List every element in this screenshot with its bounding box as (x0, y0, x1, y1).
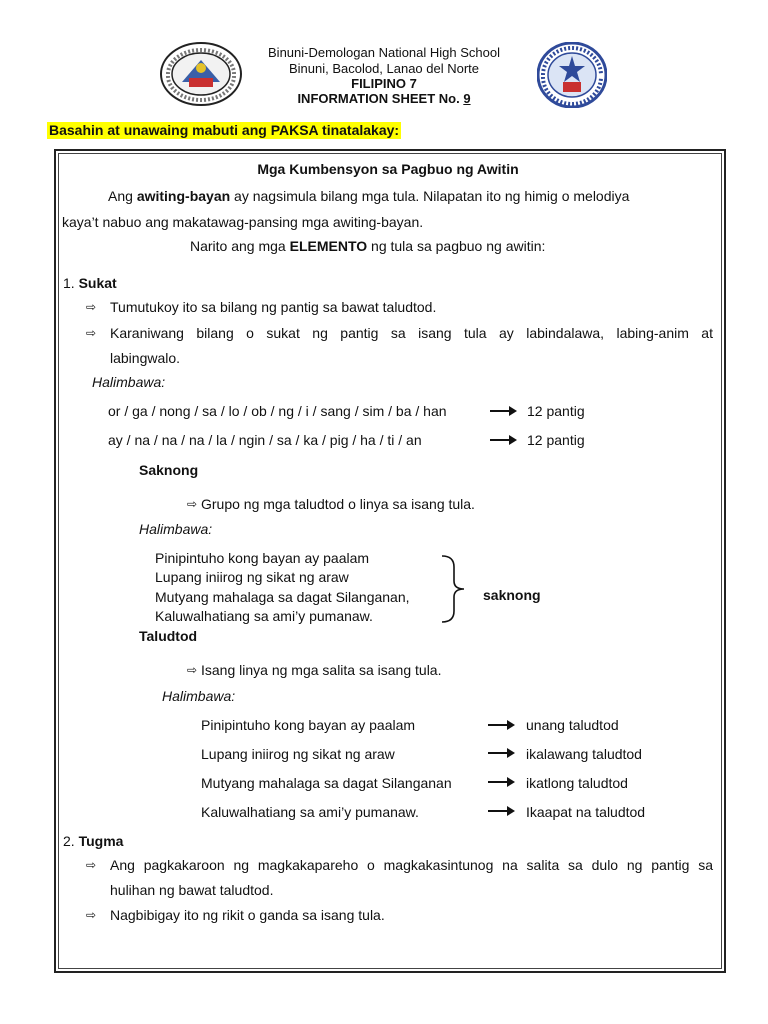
curly-brace-icon (440, 553, 470, 625)
right-arrow-icon (488, 810, 513, 812)
bullet-arrow-icon: ⇨ (86, 300, 97, 314)
taludtod-line: Mutyang mahalaga sa dagat Silanganan (201, 775, 452, 791)
sukat-bullet-1: Tumutukoy ito sa bilang ng pantig sa bawat taludtod. (110, 299, 437, 315)
sukat-bullet-2-line1: Karaniwang bilang o sukat ng pantig sa isang tula ay labindalawa, labing-anim at (110, 325, 713, 341)
taludtod-label: ikalawang taludtod (526, 746, 642, 762)
sukat-example-1: or / ga / nong / sa / lo / ob / ng / i / sang / sim / ba / han (108, 403, 447, 419)
right-arrow-icon (488, 724, 513, 726)
intro-paragraph-line2: kaya’t nabuo ang makatawag-pansing mga awiting-bayan. (62, 214, 424, 230)
bullet-arrow-icon: ⇨ (86, 326, 97, 340)
list-number: 1. (63, 275, 75, 291)
sukat-bullet-2-line2: labingwalo. (110, 350, 181, 366)
intro-text: ay nagsimula bilang mga tula. Nilapatan ito ng himig o melodiya (230, 188, 630, 204)
school-name: Binuni-Demologan National High School (268, 45, 500, 60)
taludtod-line: Pinipintuho kong bayan ay paalam (201, 717, 416, 733)
intro-text: ng tula sa pagbuo ng awitin: (367, 238, 546, 254)
instruction-text: Basahin at unawaing mabuti ang PAKSA tinatalakay: (49, 122, 400, 138)
sukat-title: Sukat (78, 275, 117, 291)
taludtod-label: Ikaapat na taludtod (526, 804, 646, 820)
example-label: Halimbawa: (162, 688, 236, 704)
bullet-arrow-icon: ⇨ (86, 858, 97, 872)
taludtod-line: Kaluwalhatiang sa ami’y pumanaw. (201, 804, 419, 820)
tugma-title: Tugma (78, 833, 124, 849)
bullet-arrow-icon: ⇨ (187, 497, 198, 511)
sukat-heading (63, 274, 117, 292)
intro-text: Ang (108, 188, 137, 204)
example-label: Halimbawa: (92, 374, 166, 390)
saknong-definition: Grupo ng mga taludtod o linya sa isang tula. (201, 496, 475, 512)
saknong-line: Mutyang mahalaga sa dagat Silanganan, (155, 589, 410, 605)
bullet-arrow-icon: ⇨ (86, 908, 97, 922)
right-arrow-icon (488, 752, 513, 754)
awiting-bayan-term: awiting-bayan (136, 188, 231, 204)
intro-elements-line (190, 237, 545, 255)
school-address: Binuni, Bacolod, Lanao del Norte (288, 61, 480, 76)
intro-text: Narito ang mga (190, 238, 290, 254)
syllable-count-1: 12 pantig (527, 403, 585, 419)
list-number: 2. (63, 833, 75, 849)
sukat-example-2: ay / na / na / na / la / ngin / sa / ka / pig / ha / ti / an (108, 432, 422, 448)
syllable-count-2: 12 pantig (527, 432, 585, 448)
tugma-bullet-1-line2: hulihan ng bawat taludtod. (110, 882, 274, 898)
information-sheet-label (0, 91, 768, 107)
saknong-line: Kaluwalhatiang sa ami’y pumanaw. (155, 608, 373, 624)
elemento-term: ELEMENTO (289, 238, 368, 254)
right-arrow-icon (490, 439, 515, 441)
subject-title: FILIPINO 7 (351, 76, 417, 91)
sheet-label: INFORMATION SHEET No. (297, 91, 460, 106)
saknong-label: saknong (483, 587, 541, 603)
right-arrow-icon (488, 781, 513, 783)
taludtod-line: Lupang iniirog ng sikat ng araw (201, 746, 395, 762)
bullet-arrow-icon: ⇨ (187, 663, 198, 677)
tugma-heading (63, 832, 123, 850)
lesson-title: Mga Kumbensyon sa Pagbuo ng Awitin (257, 161, 519, 177)
saknong-heading: Saknong (139, 462, 199, 478)
example-label: Halimbawa: (139, 521, 213, 537)
taludtod-label: ikatlong taludtod (526, 775, 628, 791)
sheet-number: 9 (463, 91, 471, 106)
tugma-bullet-1-line1: Ang pagkakaroon ng magkakapareho o magkakasintunog na salita sa dulo ng pantig sa (110, 857, 713, 873)
tugma-bullet-2: Nagbibigay ito ng rikit o ganda sa isang tula. (110, 907, 385, 923)
saknong-line: Pinipintuho kong bayan ay paalam (155, 550, 370, 566)
saknong-line: Lupang iniirog ng sikat ng araw (155, 569, 349, 585)
taludtod-heading: Taludtod (139, 628, 198, 644)
intro-paragraph-line1 (108, 187, 629, 205)
taludtod-definition: Isang linya ng mga salita sa isang tula. (201, 662, 442, 678)
right-arrow-icon (490, 410, 515, 412)
taludtod-label: unang taludtod (526, 717, 619, 733)
